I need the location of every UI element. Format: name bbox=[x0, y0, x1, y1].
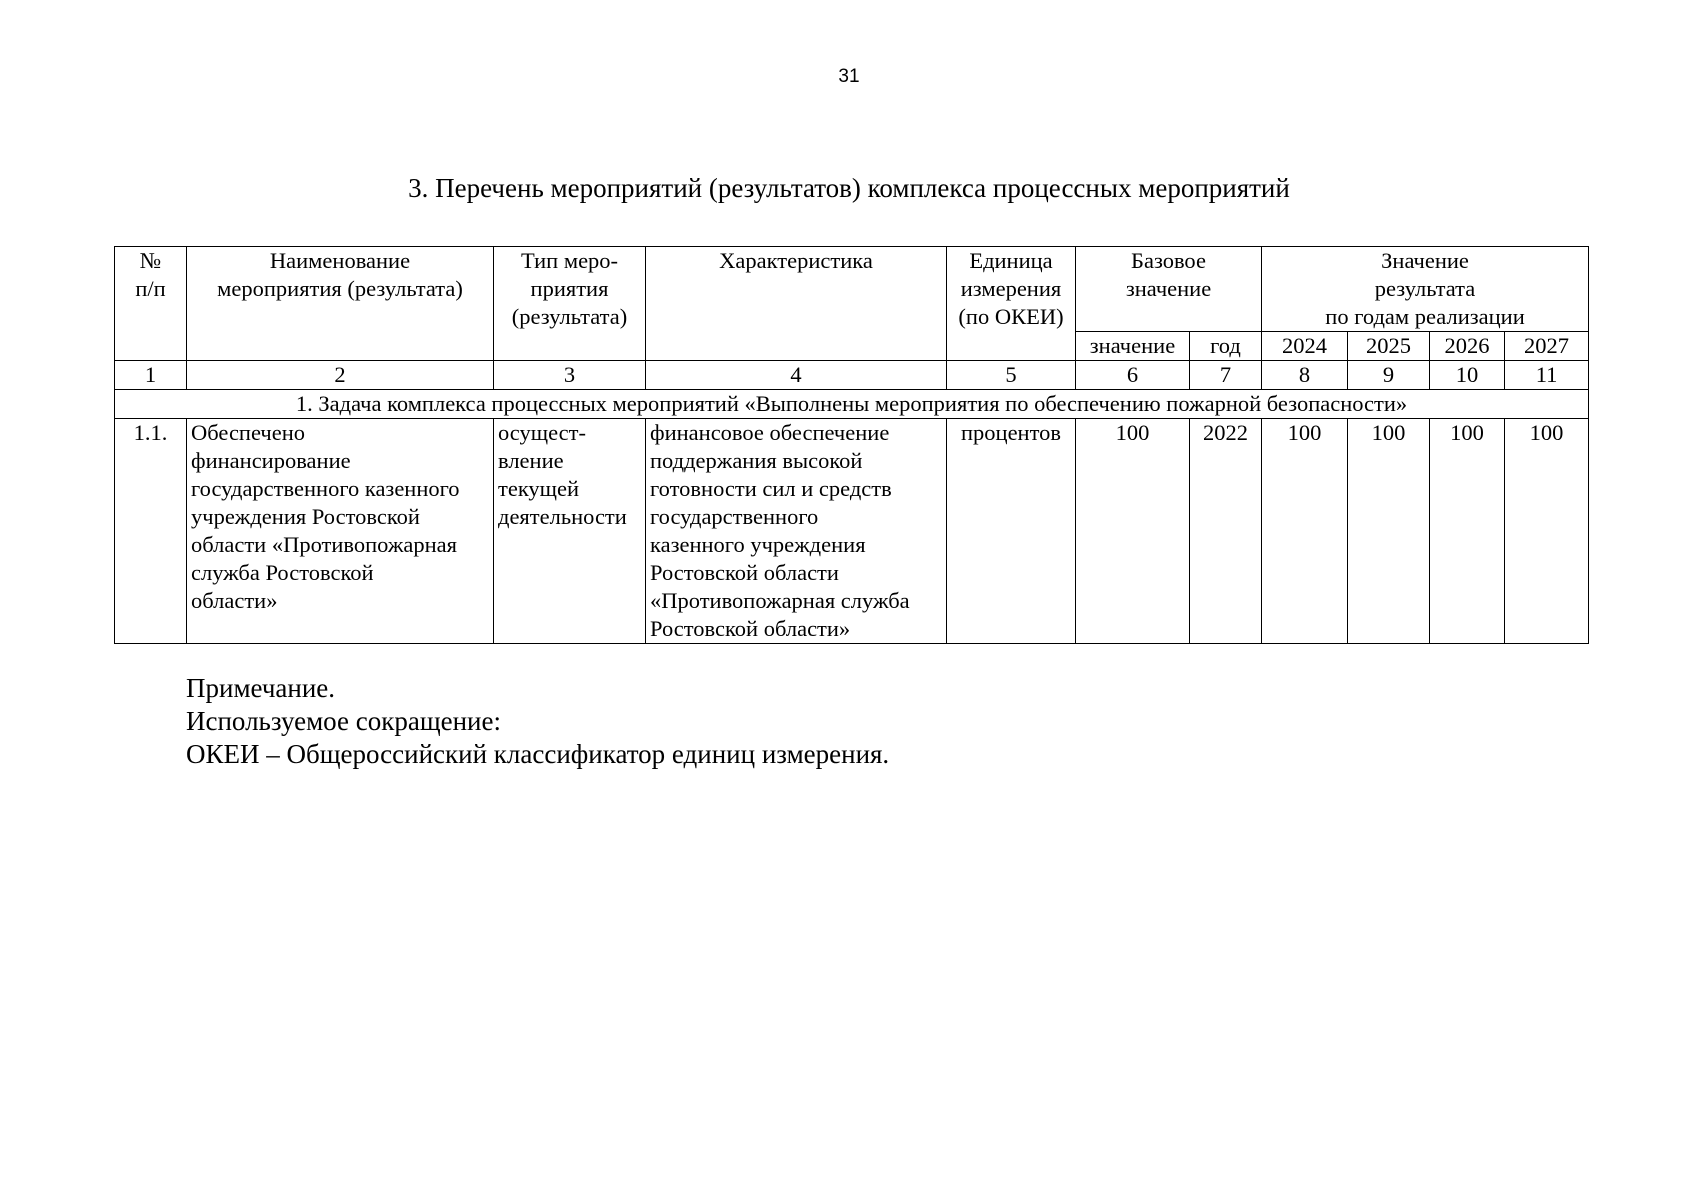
row-unit: процентов bbox=[947, 419, 1076, 644]
row-value-2024: 100 bbox=[1262, 419, 1348, 644]
row-characteristic: финансовое обеспечение поддержания высокой готовности сил и средств государственного казенного учреждения Ростовской области «Противопожарная служба Ростовской области» bbox=[646, 419, 947, 644]
note-block bbox=[186, 672, 889, 771]
row-base-value: 100 bbox=[1076, 419, 1190, 644]
row-name: Обеспечено финансирование государственного казенного учреждения Ростовской области «Противопожарная служба Ростовской области» bbox=[187, 419, 494, 644]
header-num: № п/п bbox=[115, 247, 187, 361]
column-number: 11 bbox=[1505, 361, 1589, 390]
row-value-2025: 100 bbox=[1348, 419, 1430, 644]
column-number: 8 bbox=[1262, 361, 1348, 390]
column-number: 2 bbox=[187, 361, 494, 390]
column-number: 7 bbox=[1190, 361, 1262, 390]
header-characteristic: Характеристика bbox=[646, 247, 947, 361]
header-result: Значение результата по годам реализации bbox=[1262, 247, 1589, 332]
column-number: 9 bbox=[1348, 361, 1430, 390]
task-title: 1. Задача комплекса процессных мероприятий «Выполнены мероприятия по обеспечению пожарной безопасности» bbox=[115, 390, 1589, 419]
column-numbers-row bbox=[115, 361, 1589, 390]
row-value-2027: 100 bbox=[1505, 419, 1589, 644]
header-name: Наименование мероприятия (результата) bbox=[187, 247, 494, 361]
note-heading: Примечание. bbox=[186, 673, 336, 703]
note-abbrev-okei: ОКЕИ – Общероссийский классификатор единиц измерения. bbox=[186, 739, 890, 769]
measures-table bbox=[114, 246, 1589, 644]
column-number: 6 bbox=[1076, 361, 1190, 390]
header-year-2027: 2027 bbox=[1505, 332, 1589, 361]
row-value-2026: 100 bbox=[1430, 419, 1505, 644]
note-abbrev-label: Используемое сокращение: bbox=[186, 706, 501, 736]
header-unit: Единица измерения (по ОКЕИ) bbox=[947, 247, 1076, 361]
header-base: Базовое значение bbox=[1076, 247, 1262, 332]
header-year-2026: 2026 bbox=[1430, 332, 1505, 361]
header-base-year: год bbox=[1190, 332, 1262, 361]
row-num: 1.1. bbox=[115, 419, 187, 644]
header-year-2025: 2025 bbox=[1348, 332, 1430, 361]
task-row bbox=[115, 390, 1589, 419]
row-type: осущест- вление текущей деятельности bbox=[494, 419, 646, 644]
row-base-year: 2022 bbox=[1190, 419, 1262, 644]
column-number: 4 bbox=[646, 361, 947, 390]
column-number: 3 bbox=[494, 361, 646, 390]
table-row bbox=[115, 419, 1589, 644]
page-number: 31 bbox=[838, 66, 860, 87]
column-number: 1 bbox=[115, 361, 187, 390]
header-type: Тип меро- приятия (результата) bbox=[494, 247, 646, 361]
section-title: 3. Перечень мероприятий (результатов) комплекса процессных мероприятий bbox=[408, 173, 1290, 203]
header-year-2024: 2024 bbox=[1262, 332, 1348, 361]
header-row-1 bbox=[115, 247, 1589, 332]
column-number: 10 bbox=[1430, 361, 1505, 390]
column-number: 5 bbox=[947, 361, 1076, 390]
header-base-value: значение bbox=[1076, 332, 1190, 361]
